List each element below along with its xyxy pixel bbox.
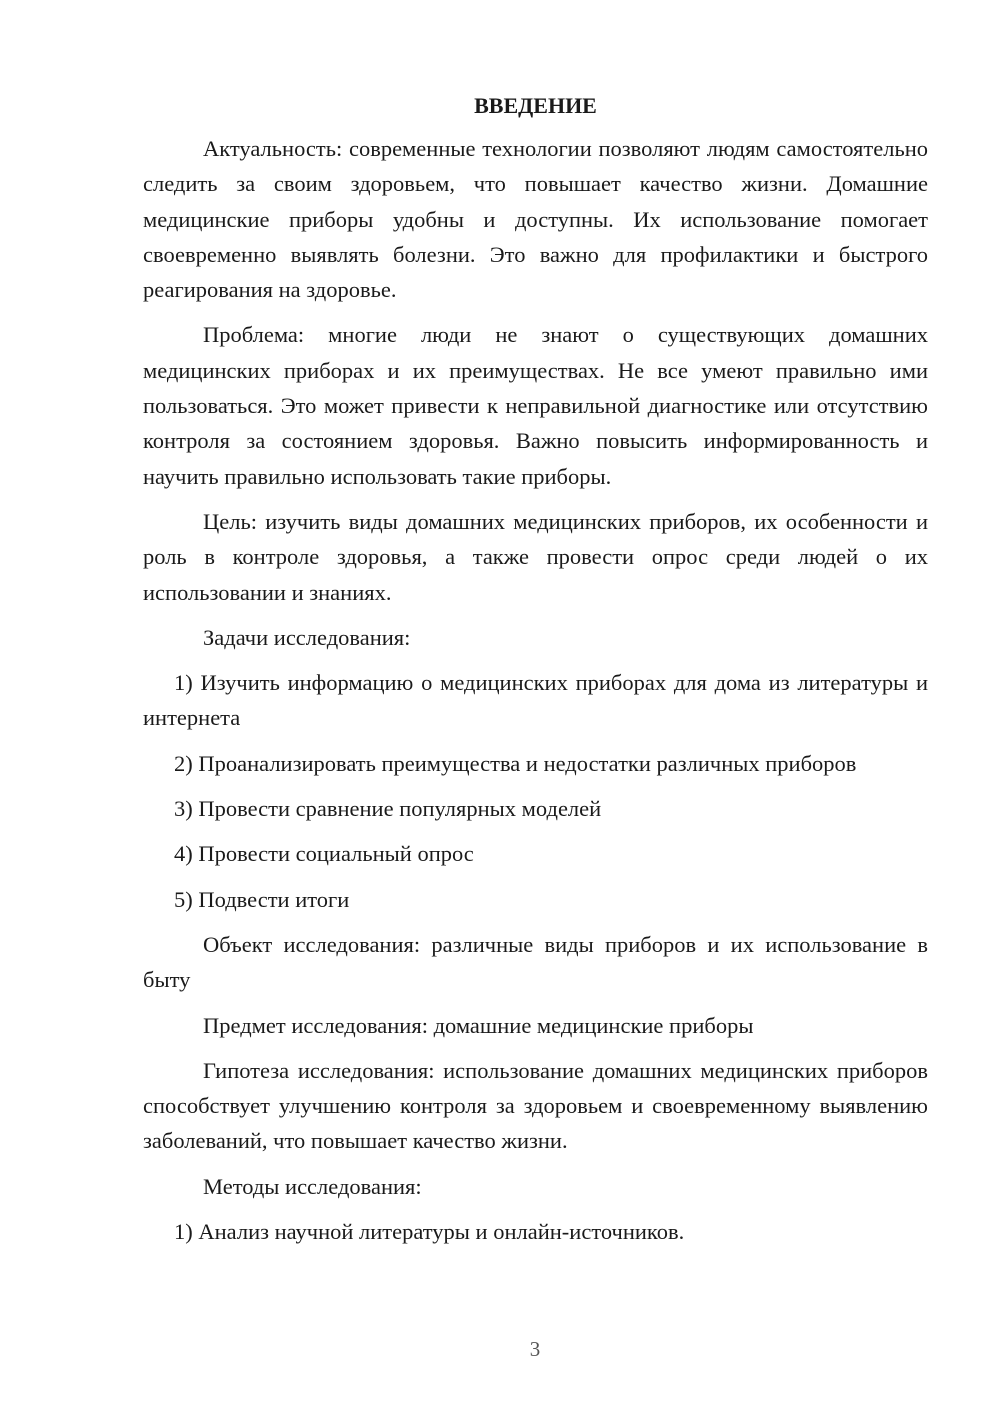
task-item: 3) Провести сравнение популярных моделей (174, 796, 602, 822)
task-item: 5) Подвести итоги (174, 886, 350, 912)
subject-paragraph: Предмет исследования: домашние медицинские приборы (203, 1012, 754, 1038)
task-item: 1) Изучить информацию о медицинских приборах для дома из литературы и интернета (143, 670, 928, 731)
methods-title: Методы исследования: (203, 1173, 422, 1199)
method-item: 1) Анализ научной литературы и онлайн-источников. (174, 1219, 685, 1245)
goal-paragraph: Цель: изучить виды домашних медицинских приборов, их особенности и роль в контроле здоровья, а также провести опрос среди людей о их использовании и знаниях. (143, 508, 928, 605)
problem-paragraph: Проблема: многие люди не знают о существующих домашних медицинских приборах и их преимуществах. Не все умеют правильно ими пользоваться. Это может привести к неправильной диагностике или отсутствию контроля за состоянием здоровья. Важно повысить информированность и научить правильно использовать такие приборы. (143, 322, 928, 489)
object-paragraph: Объект исследования: различные виды приборов и их использование в быту (143, 931, 928, 993)
section-heading: ВВЕДЕНИЕ (474, 93, 597, 118)
page-number: 3 (529, 1337, 541, 1361)
task-item: 2) Проанализировать преимущества и недостатки различных приборов (174, 750, 857, 776)
document-page (143, 88, 928, 1259)
hypothesis-paragraph: Гипотеза исследования: использование домашних медицинских приборов способствует улучшению контроля за здоровьем и своевременному выявлению заболеваний, что повышает качество жизни. (143, 1057, 928, 1154)
relevance-paragraph: Актуальность: современные технологии позволяют людям самостоятельно следить за своим здоровьем, что повышает качество жизни. Домашние медицинские приборы удобны и доступны. Их использование помогает своевременно выявлять болезни. Это важно для профилактики и быстрого реагирования на здоровье. (143, 136, 928, 303)
task-item: 4) Провести социальный опрос (174, 841, 474, 867)
tasks-title: Задачи исследования: (203, 624, 411, 650)
